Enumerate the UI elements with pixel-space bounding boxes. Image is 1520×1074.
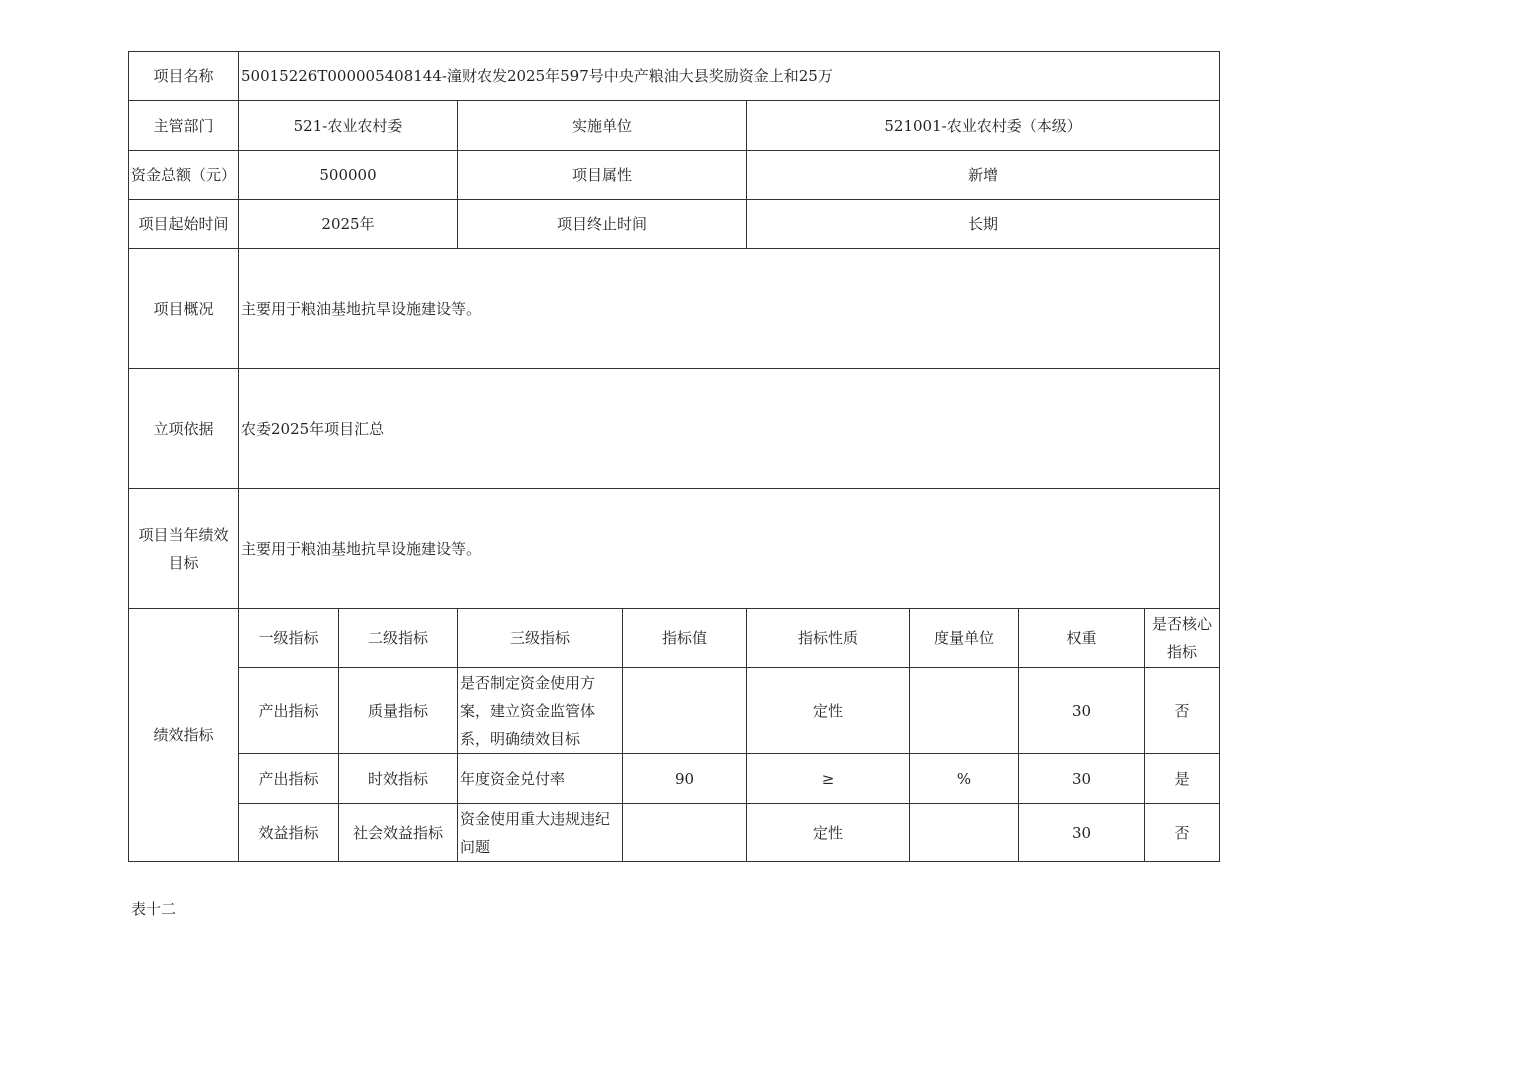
end-time-label: 项目终止时间 [458, 200, 747, 249]
dept-value: 521-农业农村委 [239, 101, 458, 151]
row3-core: 否 [1145, 804, 1220, 862]
row-overview [129, 249, 1220, 369]
row3-level2: 社会效益指标 [339, 804, 458, 862]
table-row [129, 754, 1220, 804]
performance-section-label: 绩效指标 [129, 609, 239, 862]
row2-level1: 产出指标 [239, 754, 339, 804]
header-unit: 度量单位 [910, 609, 1019, 668]
row-performance-header [129, 609, 1220, 668]
goal-value: 主要用于粮油基地抗旱设施建设等。 [239, 489, 1220, 609]
start-time-label: 项目起始时间 [129, 200, 239, 249]
header-level3: 三级指标 [458, 609, 623, 668]
overview-label: 项目概况 [129, 249, 239, 369]
row1-level2: 质量指标 [339, 668, 458, 754]
row3-level3: 资金使用重大违规违纪问题 [458, 804, 623, 862]
project-performance-table [128, 51, 1220, 862]
header-nature: 指标性质 [747, 609, 910, 668]
header-level2: 二级指标 [339, 609, 458, 668]
project-name-value: 50015226T000005408144-潼财农发2025年597号中央产粮油大县奖励资金上和25万 [239, 52, 1220, 101]
row-project-name [129, 52, 1220, 101]
row2-weight: 30 [1019, 754, 1145, 804]
overview-value: 主要用于粮油基地抗旱设施建设等。 [239, 249, 1220, 369]
row3-nature: 定性 [747, 804, 910, 862]
table-row [129, 668, 1220, 754]
row3-level1: 效益指标 [239, 804, 339, 862]
property-value: 新增 [747, 151, 1220, 200]
dept-label: 主管部门 [129, 101, 239, 151]
header-weight: 权重 [1019, 609, 1145, 668]
row-goal [129, 489, 1220, 609]
header-level1: 一级指标 [239, 609, 339, 668]
row2-level3: 年度资金兑付率 [458, 754, 623, 804]
row-time [129, 200, 1220, 249]
row1-weight: 30 [1019, 668, 1145, 754]
impl-unit-label: 实施单位 [458, 101, 747, 151]
row1-level3: 是否制定资金使用方案，建立资金监管体系，明确绩效目标 [458, 668, 623, 754]
row1-nature: 定性 [747, 668, 910, 754]
property-label: 项目属性 [458, 151, 747, 200]
start-time-value: 2025年 [239, 200, 458, 249]
goal-label: 项目当年绩效目标 [129, 489, 239, 609]
row2-unit: % [910, 754, 1019, 804]
impl-unit-value: 521001-农业农村委（本级） [747, 101, 1220, 151]
basis-value: 农委2025年项目汇总 [239, 369, 1220, 489]
row1-unit [910, 668, 1019, 754]
row3-unit [910, 804, 1019, 862]
row3-value [623, 804, 747, 862]
row-basis [129, 369, 1220, 489]
project-name-label: 项目名称 [129, 52, 239, 101]
row1-core: 否 [1145, 668, 1220, 754]
row2-core: 是 [1145, 754, 1220, 804]
header-core: 是否核心指标 [1145, 609, 1220, 668]
row2-value: 90 [623, 754, 747, 804]
row-funds [129, 151, 1220, 200]
row1-value [623, 668, 747, 754]
row3-weight: 30 [1019, 804, 1145, 862]
table-row [129, 804, 1220, 862]
row2-nature: ≥ [747, 754, 910, 804]
row-department [129, 101, 1220, 151]
basis-label: 立项依据 [129, 369, 239, 489]
end-time-value: 长期 [747, 200, 1220, 249]
table-caption: 表十二 [131, 900, 177, 918]
total-funds-label: 资金总额（元） [129, 151, 239, 200]
header-value: 指标值 [623, 609, 747, 668]
row2-level2: 时效指标 [339, 754, 458, 804]
row1-level1: 产出指标 [239, 668, 339, 754]
total-funds-value: 500000 [239, 151, 458, 200]
